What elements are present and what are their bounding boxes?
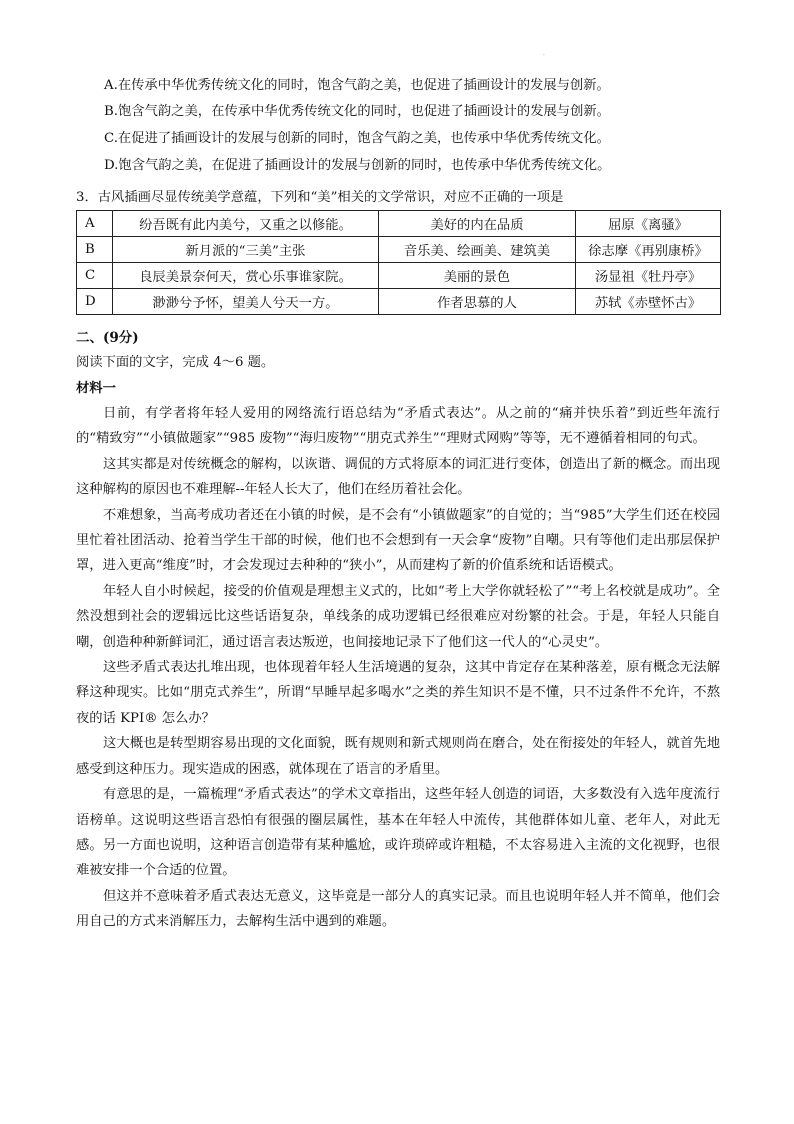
row-quote: 渺渺兮予怀，望美人兮天一方。 — [113, 289, 379, 315]
row-meaning: 作者思慕的人 — [379, 289, 576, 315]
table-row — [77, 237, 721, 263]
table-row — [77, 263, 721, 289]
table-row — [77, 289, 721, 315]
passage-paragraph: 这其实都是对传统概念的解构，以诙谐、调侃的方式将原本的词汇进行变体，创造出了新的概念。而出现这种解构的原因也不难理解--年轻人长大了，他们在经历着社会化。 — [76, 456, 720, 498]
row-meaning: 美好的内在品质 — [379, 211, 576, 237]
option-c: C.在促进了插画设计的发展与创新的同时，饱含气韵之美，也传承中华优秀传统文化。 — [104, 131, 610, 146]
row-quote: 良辰美景奈何天，赏心乐事谁家院。 — [113, 263, 379, 289]
material-title: 材料一 — [76, 381, 116, 396]
row-label: A — [77, 211, 113, 237]
section-instruction: 阅读下面的文字，完成 4～6 题。 — [76, 355, 275, 370]
passage-paragraph: 日前，有学者将年轻人爱用的网络流行语总结为“矛盾式表达”。从之前的“痛并快乐着”到近些年流行的“精致穷”“小镇做题家”“985 废物”“海归废物”“朋克式养生”“理财式网购”等等，无不遵循着相同的句式。 — [76, 406, 720, 447]
row-source: 徐志摩《再别康桥》 — [576, 237, 721, 263]
row-meaning: 音乐美、绘画美、建筑美 — [379, 237, 576, 263]
passage-paragraph: 但这并不意味着矛盾式表达无意义，这毕竟是一部分人的真实记录。而且也说明年轻人并不简单，他们会用自己的方式来消解压力，去解构生活中遇到的难题。 — [76, 888, 720, 930]
option-b: B.饱含气韵之美，在传承中华优秀传统文化的同时，也促进了插画设计的发展与创新。 — [104, 104, 610, 119]
row-quote: 新月派的“三美”主张 — [113, 237, 379, 263]
passage-paragraph: 不难想象，当高考成功者还在小镇的时候，是不会有“小镇做题家”的自觉的；当“985”大学生们还在校园里忙着社团活动、抢着当学生干部的时候，他们也不会想到有一天会拿“废物”自嘲。只有等他们走出那层保护罩，进入更高“维度”时，才会发现过去种种的“狭小”，从而建构了新的价值系统和话语模式。 — [76, 507, 720, 574]
section-heading: 二、(9分) — [76, 330, 139, 346]
row-label: D — [77, 289, 113, 315]
page-mark: · — [543, 52, 545, 59]
option-a: A.在传承中华优秀传统文化的同时，饱含气韵之美，也促进了插画设计的发展与创新。 — [104, 78, 610, 93]
question-3-table — [76, 210, 721, 315]
question-3-stem: 3．古风插画尽显传统美学意蕴，下列和“美”相关的文学常识，对应不正确的一项是 — [76, 190, 564, 205]
row-source: 汤显祖《牡丹亭》 — [576, 263, 721, 289]
row-source: 苏轼《赤壁怀古》 — [576, 289, 721, 315]
row-meaning: 美丽的景色 — [379, 263, 576, 289]
row-source: 屈原《离骚》 — [576, 211, 721, 237]
row-label: B — [77, 237, 113, 263]
passage-paragraph: 这些矛盾式表达扎堆出现，也体现着年轻人生活境遇的复杂，这其中肯定存在某种落差，原有概念无法解释这种现实。比如“朋克式养生”，所谓“早睡早起多喝水”之类的养生知识不是不懂，只不过条件不允许，不熬夜的话 KPI® 怎么办？ — [76, 660, 720, 726]
passage-paragraph: 这大概也是转型期容易出现的文化面貌，既有规则和新式规则尚在磨合，处在衔接处的年轻人，就首先地感受到这种压力。现实造成的困惑，就体现在了语言的矛盾里。 — [76, 736, 720, 777]
table-row — [77, 211, 721, 237]
passage-paragraph: 年轻人自小时候起，接受的价值观是理想主义式的，比如“考上大学你就轻松了”“考上名校就是成功”。全然没想到社会的逻辑远比这些话语复杂，单线条的成功逻辑已经很难应对纷繁的社会。于是，年轻人只能自嘲，创造种种新鲜词汇，通过语言表达叛逆，也间接地记录下了他们这一代人的“心灵史”。 — [76, 583, 720, 650]
option-d: D.饱含气韵之美，在促进了插画设计的发展与创新的同时，也传承中华优秀传统文化。 — [104, 158, 611, 173]
passage-body — [76, 401, 720, 935]
row-quote: 纷吾既有此内美兮，又重之以修能。 — [113, 211, 379, 237]
row-label: C — [77, 263, 113, 289]
passage-paragraph: 有意思的是，一篇梳理“矛盾式表达”的学术文章指出，这些年轻人创造的词语，大多数没有入选年度流行语榜单。这说明这些语言恐怕有很强的圈层属性，基本在年轻人中流传，其他群体如儿童、老年人，对此无感。另一方面也说明，这种语言创造带有某种尴尬，或许琐碎或许粗糙，不太容易进入主流的文化视野，也很难被安排一个合适的位置。 — [76, 787, 720, 879]
